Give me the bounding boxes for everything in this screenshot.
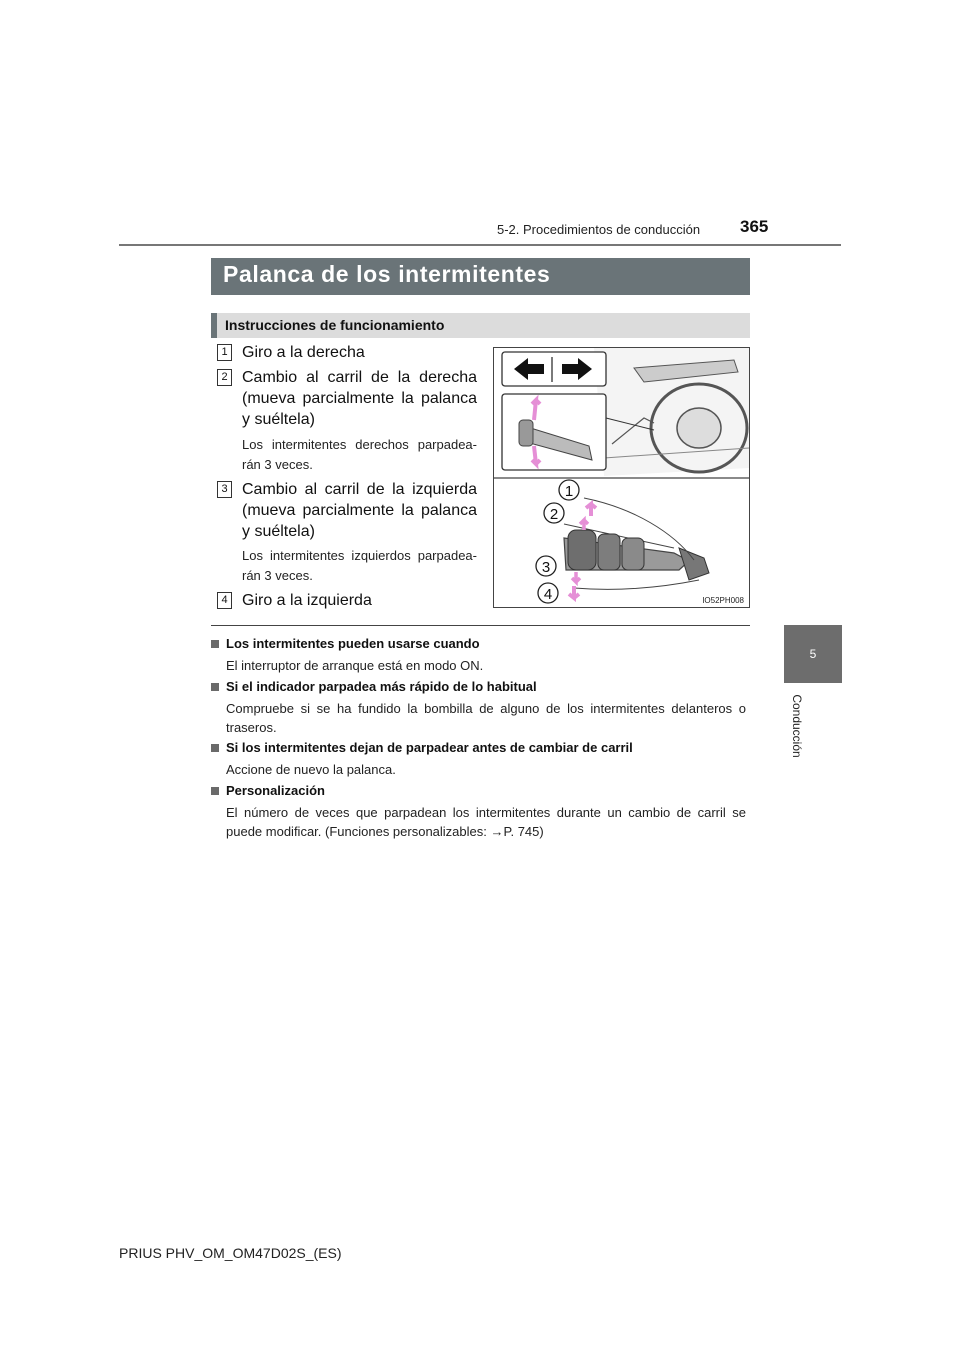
- illustration-svg: [494, 348, 749, 607]
- item-number-badge: 3: [217, 481, 232, 498]
- note-heading: Los intermitentes pueden usarse cuando: [226, 636, 480, 651]
- page-title-bar: [211, 258, 750, 295]
- page-number: 365: [740, 217, 769, 236]
- item-note: Los intermitentes derechos parpadea-rán 3 veces.: [242, 437, 477, 472]
- subheading-bar: [211, 313, 750, 338]
- note-body: Compruebe si se ha fundido la bombilla de alguno de los intermitentes delanteros o traseros.: [226, 701, 746, 735]
- subheading-accent: [211, 313, 217, 338]
- callout-label: 1: [564, 483, 574, 500]
- bullet-square-icon: [211, 744, 219, 752]
- item-text: Giro a la izquierda: [242, 592, 372, 609]
- chapter-label: Conducción: [790, 694, 804, 758]
- item-text: Cambio al carril de la derecha (mueva parcialmente la palanca y suéltela): [242, 369, 477, 428]
- arrow-down-small: [572, 572, 580, 582]
- bullet-square-icon: [211, 640, 219, 648]
- item-number-badge: 1: [217, 344, 232, 361]
- figure-code: IO52PH008: [702, 596, 744, 605]
- callout-label: 3: [541, 559, 551, 576]
- item-number-badge: 4: [217, 592, 232, 609]
- bullet-square-icon: [211, 787, 219, 795]
- item-text: Giro a la derecha: [242, 344, 365, 361]
- bullet-square-icon: [211, 683, 219, 691]
- subheading: Instrucciones de funcionamiento: [225, 317, 445, 333]
- note-body: Accione de nuevo la palanca.: [226, 762, 396, 777]
- note-body: El número de veces que parpadean los intermitentes durante un cambio de carril se puede modificar. (Funciones personalizables: →P. 745): [226, 805, 746, 839]
- header-divider: [119, 244, 841, 246]
- turn-signal-lever-illustration: [493, 347, 750, 608]
- arrow-up-large: [586, 504, 596, 516]
- item-number-badge: 2: [217, 369, 232, 386]
- document-footer: PRIUS PHV_OM_OM47D02S_(ES): [119, 1245, 342, 1261]
- page-title: Palanca de los intermitentes: [223, 261, 551, 287]
- callout-label: 4: [543, 586, 553, 603]
- note-heading: Personalización: [226, 783, 325, 798]
- note-heading: Si los intermitentes dejan de parpadear antes de cambiar de carril: [226, 740, 633, 755]
- chapter-number: 5: [809, 647, 817, 661]
- section-title: 5-2. Procedimientos de conducción: [497, 222, 701, 237]
- note-heading: Si el indicador parpadea más rápido de lo habitual: [226, 679, 537, 694]
- chapter-tab: [784, 625, 842, 683]
- callout-label: 2: [549, 506, 559, 523]
- item-text: Cambio al carril de la izquierda (mueva parcialmente la palanca y suéltela): [242, 481, 477, 540]
- note-body: El interruptor de arranque está en modo ON.: [226, 658, 484, 673]
- chapter-label-container: [770, 690, 824, 762]
- section-divider: [211, 625, 750, 626]
- item-note: Los intermitentes izquierdos parpadea-rán 3 veces.: [242, 548, 477, 583]
